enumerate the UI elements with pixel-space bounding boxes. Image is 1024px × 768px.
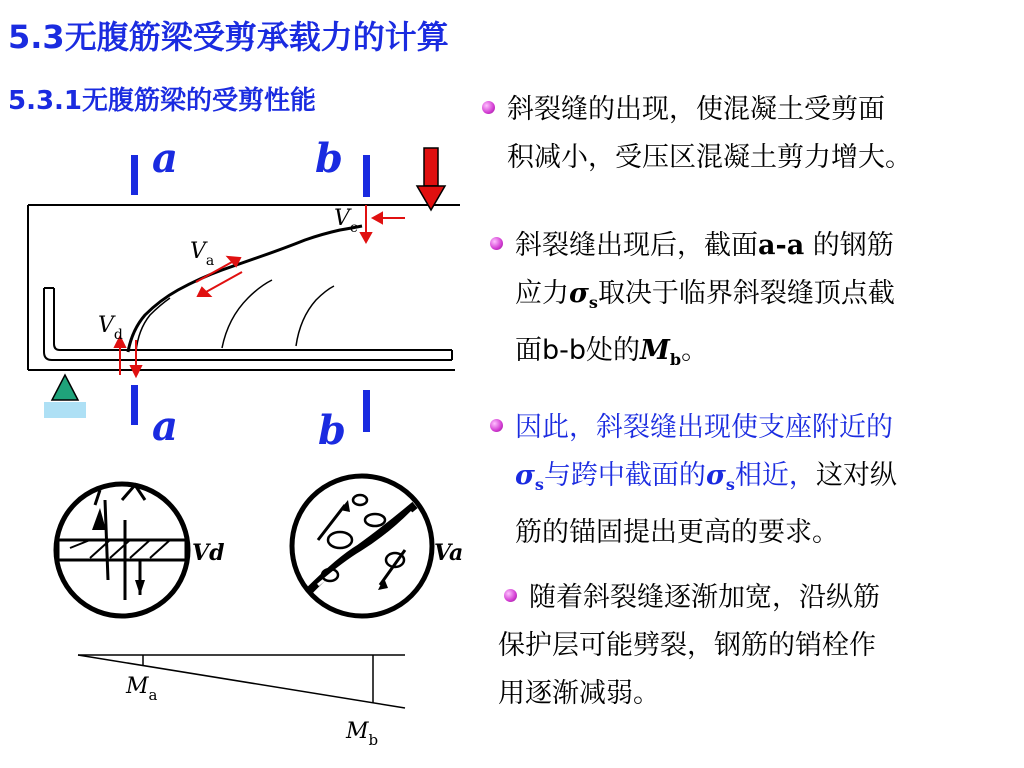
bullet-icon bbox=[482, 101, 495, 114]
moment-symbol: M bbox=[640, 335, 670, 366]
bullet-icon bbox=[490, 419, 503, 432]
vd-label: $V_d$ bbox=[98, 313, 123, 343]
point-3-line-3: 筋的锚固提出更高的要求。 bbox=[515, 517, 839, 548]
point-2-text: 斜裂缝出现后，截面 bbox=[515, 230, 758, 261]
section-aa-text: a-a bbox=[758, 230, 805, 261]
moment-subscript: b bbox=[669, 350, 682, 369]
point-1 bbox=[482, 86, 1017, 182]
page-title: 5.3无腹筋梁受剪承载力的计算 bbox=[8, 18, 449, 56]
point-1-line-1: 斜裂缝的出现，使混凝土受剪面 bbox=[507, 94, 885, 125]
point-2-text: 应力 bbox=[515, 278, 569, 309]
bullet-icon bbox=[504, 589, 517, 602]
bullet-icon bbox=[490, 237, 503, 250]
detail-dowel-circle bbox=[56, 484, 188, 616]
section-b-top-label: b bbox=[315, 135, 343, 182]
point-3-text: 这对纵 bbox=[815, 460, 897, 491]
point-4 bbox=[498, 574, 1018, 718]
moment-a-label: $M_a$ bbox=[126, 674, 158, 704]
vc-arrows bbox=[361, 205, 405, 242]
point-4-line-3: 用逐渐减弱。 bbox=[498, 678, 660, 709]
sigma-subscript: s bbox=[725, 475, 735, 494]
point-3-text: 因此，斜裂缝出现使支座附近的 bbox=[515, 412, 893, 443]
point-3 bbox=[490, 404, 1015, 557]
point-2-text: 。 bbox=[681, 335, 709, 366]
va-label: $V_a$ bbox=[190, 239, 215, 269]
point-2-text: 取决于临界斜裂缝顶点截 bbox=[597, 278, 895, 309]
sigma-subscript: s bbox=[588, 293, 598, 312]
detail-interlock-circle bbox=[292, 476, 432, 616]
sigma-symbol: σ bbox=[705, 460, 726, 491]
point-3-text: 相近， bbox=[734, 460, 816, 491]
critical-diagonal-crack bbox=[128, 226, 362, 352]
point-2 bbox=[490, 222, 1015, 384]
section-subtitle: 5.3.1无腹筋梁的受剪性能 bbox=[8, 86, 317, 116]
sigma-subscript: s bbox=[534, 475, 544, 494]
section-a-top-label: a bbox=[152, 135, 178, 182]
secondary-cracks bbox=[222, 280, 334, 348]
beam-outline bbox=[28, 205, 460, 370]
load-arrow-icon bbox=[417, 148, 445, 210]
point-2-text: 的钢筋 bbox=[804, 230, 894, 261]
support-icon bbox=[44, 375, 86, 418]
vc-label: $V_c$ bbox=[334, 206, 358, 236]
sigma-symbol: σ bbox=[515, 460, 535, 491]
point-4-line-1: 随着斜裂缝逐渐加宽，沿纵筋 bbox=[529, 582, 880, 613]
section-b-bottom-label: b bbox=[318, 407, 346, 454]
point-4-line-2: 保护层可能劈裂，钢筋的销栓作 bbox=[498, 630, 876, 661]
point-2-text: 面b-b处的 bbox=[515, 335, 641, 366]
section-markers bbox=[131, 155, 370, 432]
sigma-symbol: σ bbox=[569, 278, 589, 309]
section-a-bottom-label: a bbox=[152, 403, 178, 450]
point-3-text: 与跨中截面的 bbox=[543, 460, 706, 491]
detail-right-label: Va bbox=[434, 540, 464, 566]
moment-b-label: $M_b$ bbox=[346, 719, 379, 749]
point-1-line-2: 积减小，受压区混凝土剪力增大。 bbox=[507, 142, 912, 173]
detail-left-label: Vd bbox=[192, 540, 225, 566]
